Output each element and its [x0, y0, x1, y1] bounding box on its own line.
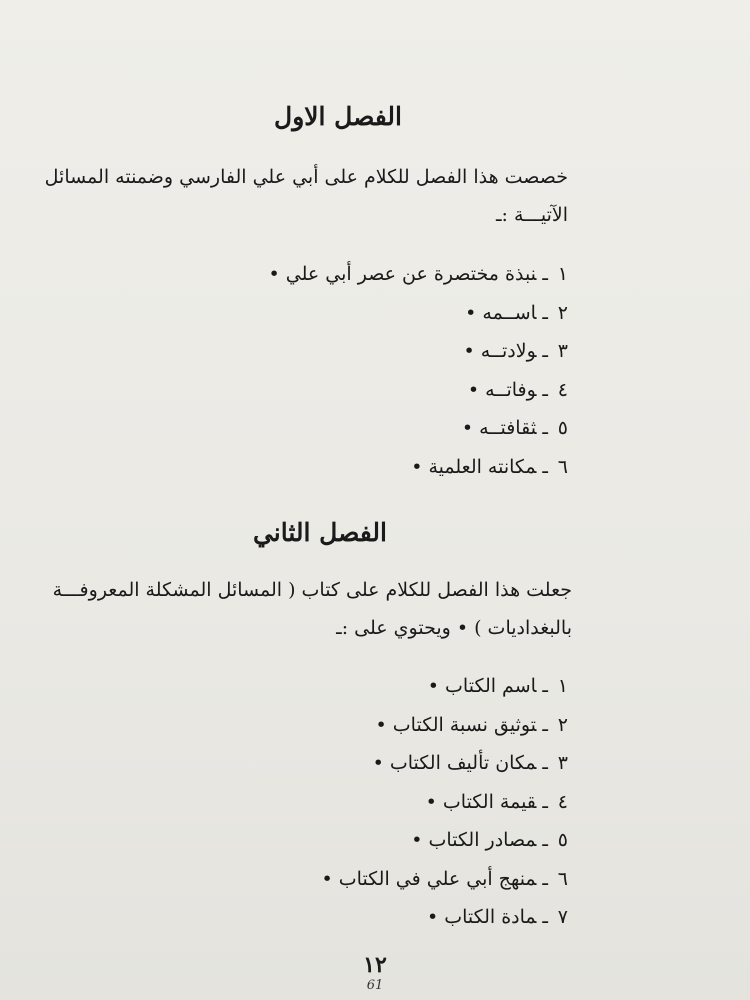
item-number: ٥ [557, 417, 568, 439]
chapter1-intro-line1: خصصت هذا الفصل للكلام على أبي علي الفارسي وضمنته المسائل [44, 166, 568, 188]
list-item: ٢ـتوثيق نسبة الكتاب • [322, 706, 568, 745]
item-number: ٦ [557, 455, 568, 478]
chapter1-intro-line2: الآتيـــة :ـ [495, 204, 568, 226]
item-text: قيمة الكتاب • [425, 790, 537, 813]
page-number-handwritten: 61 [366, 978, 384, 993]
list-item: ٢ـاســمه • [269, 294, 568, 333]
list-item: ٥ـثقافتــه • [269, 409, 568, 448]
chapter1-title: الفصل الاول [274, 102, 402, 131]
item-text: ولادتــه • [463, 340, 537, 362]
list-item: ٧ـمادة الكتاب • [322, 898, 568, 937]
list-item: ٤ـوفاتــه • [269, 371, 568, 410]
chapter2-intro-line1: جعلت هذا الفصل للكلام على كتاب ( المسائل المشكلة المعروفـــة [52, 579, 572, 601]
chapter1-intro [44, 158, 568, 234]
item-text: مكان تأليف الكتاب • [372, 752, 537, 774]
chapter2-list [322, 667, 568, 937]
list-item: ١ـنبذة مختصرة عن عصر أبي علي • [269, 255, 568, 294]
chapter2-title: الفصل الثاني [252, 518, 387, 547]
item-text: ثقافتــه • [461, 417, 537, 439]
list-item: ٤ـقيمة الكتاب • [322, 783, 568, 822]
list-item: ٣ـولادتــه • [269, 332, 568, 371]
item-number: ١ [557, 263, 568, 285]
item-number: ٦ [557, 867, 568, 890]
list-item: ٦ـمكانته العلمية • [269, 448, 568, 487]
item-text: اســمه • [465, 301, 537, 324]
item-text: مصادر الكتاب • [411, 829, 537, 851]
item-text: توثيق نسبة الكتاب • [375, 713, 537, 736]
item-number: ٤ [557, 790, 568, 813]
chapter2-intro [32, 571, 572, 647]
item-text: مكانته العلمية • [411, 455, 537, 478]
item-text: مادة الكتاب • [426, 906, 537, 928]
list-item: ٥ـمصادر الكتاب • [322, 821, 568, 860]
item-number: ٢ [557, 301, 568, 324]
page-number: ١٢ [363, 952, 387, 978]
list-item: ١ـاسم الكتاب • [322, 667, 568, 706]
item-text: نبذة مختصرة عن عصر أبي علي • [268, 263, 537, 285]
item-text: اسم الكتاب • [427, 675, 537, 697]
chapter1-list [269, 255, 568, 486]
item-number: ٣ [557, 340, 568, 362]
item-number: ٧ [557, 906, 568, 928]
item-number: ١ [557, 675, 568, 697]
list-item: ٣ـمكان تأليف الكتاب • [322, 744, 568, 783]
item-number: ٢ [557, 713, 568, 736]
item-number: ٥ [557, 829, 568, 851]
item-text: وفاتــه • [467, 378, 537, 401]
item-text: منهج أبي علي في الكتاب • [321, 867, 537, 890]
item-number: ٤ [557, 378, 568, 401]
chapter2-intro-line2: بالبغداديات ) • ويحتوي على :ـ [336, 617, 572, 639]
item-number: ٣ [557, 752, 568, 774]
list-item: ٦ـمنهج أبي علي في الكتاب • [322, 860, 568, 899]
